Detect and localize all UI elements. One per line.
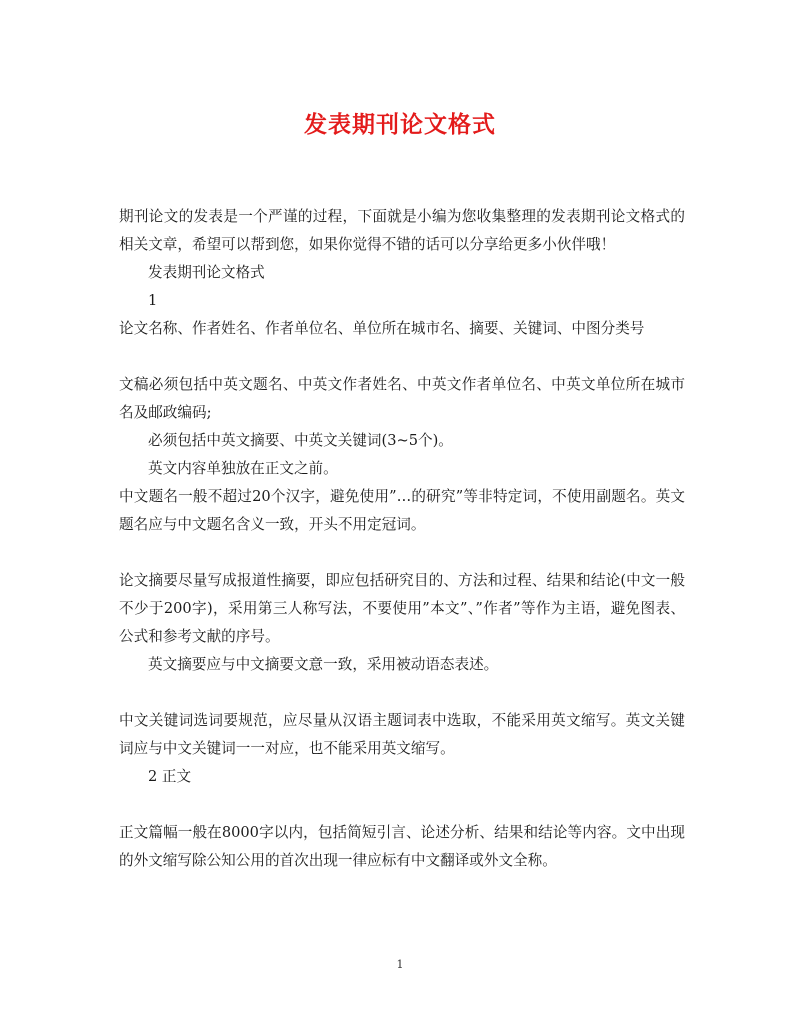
paragraph-body-text: 正文篇幅一般在8000字以内，包括简短引言、论述分析、结果和结论等内容。文中出现的外文缩写除公知公用的首次出现一律应标有中文翻译或外文全称。: [119, 824, 685, 869]
document-title: 发表期刊论文格式: [304, 111, 496, 138]
spacer: [119, 343, 685, 371]
spacer: [119, 791, 685, 819]
paragraph-english-content: 英文内容单独放在正文之前。: [148, 460, 338, 477]
section-number-1: 1: [148, 292, 158, 309]
section-heading: 发表期刊论文格式: [148, 264, 265, 281]
paragraph-elements: 论文名称、作者姓名、作者单位名、单位所在城市名、摘要、关键词、中图分类号: [119, 320, 645, 337]
section-heading-2: 2 正文: [148, 768, 192, 785]
paragraph-keywords: 中文关键词选词要规范，应尽量从汉语主题词表中选取，不能采用英文缩写。英文关键词应与中文关键词一一对应，也不能采用英文缩写。: [119, 712, 685, 757]
spacer: [119, 679, 685, 707]
paragraph-manuscript: 文稿必须包括中英文题名、中英文作者姓名、中英文作者单位名、中英文单位所在城市名及邮政编码;: [119, 376, 685, 421]
paragraph-abstract-required: 必须包括中英文摘要、中英文关键词(3~5个)。: [148, 432, 453, 449]
paragraph-title-rules: 中文题名一般不超过20个汉字，避免使用”…的研究”等非特定词，不使用副题名。英文题名应与中文题名含义一致，开头不用定冠词。: [119, 488, 685, 533]
page-number: 1: [396, 958, 404, 971]
paragraph-abstract-rules: 论文摘要尽量写成报道性摘要，即应包括研究目的、方法和过程、结果和结论(中文一般不少于200字)，采用第三人称写法，不要使用”本文”、”作者”等作为主语，避免图表、公式和参考文献的序号。: [119, 572, 685, 645]
spacer: [119, 539, 685, 567]
document-body: [119, 203, 685, 875]
paragraph-english-abstract: 英文摘要应与中文摘要文意一致，采用被动语态表述。: [148, 656, 499, 673]
paragraph-intro: 期刊论文的发表是一个严谨的过程，下面就是小编为您收集整理的发表期刊论文格式的相关文章，希望可以帮到您，如果你觉得不错的话可以分享给更多小伙伴哦！: [119, 208, 685, 253]
